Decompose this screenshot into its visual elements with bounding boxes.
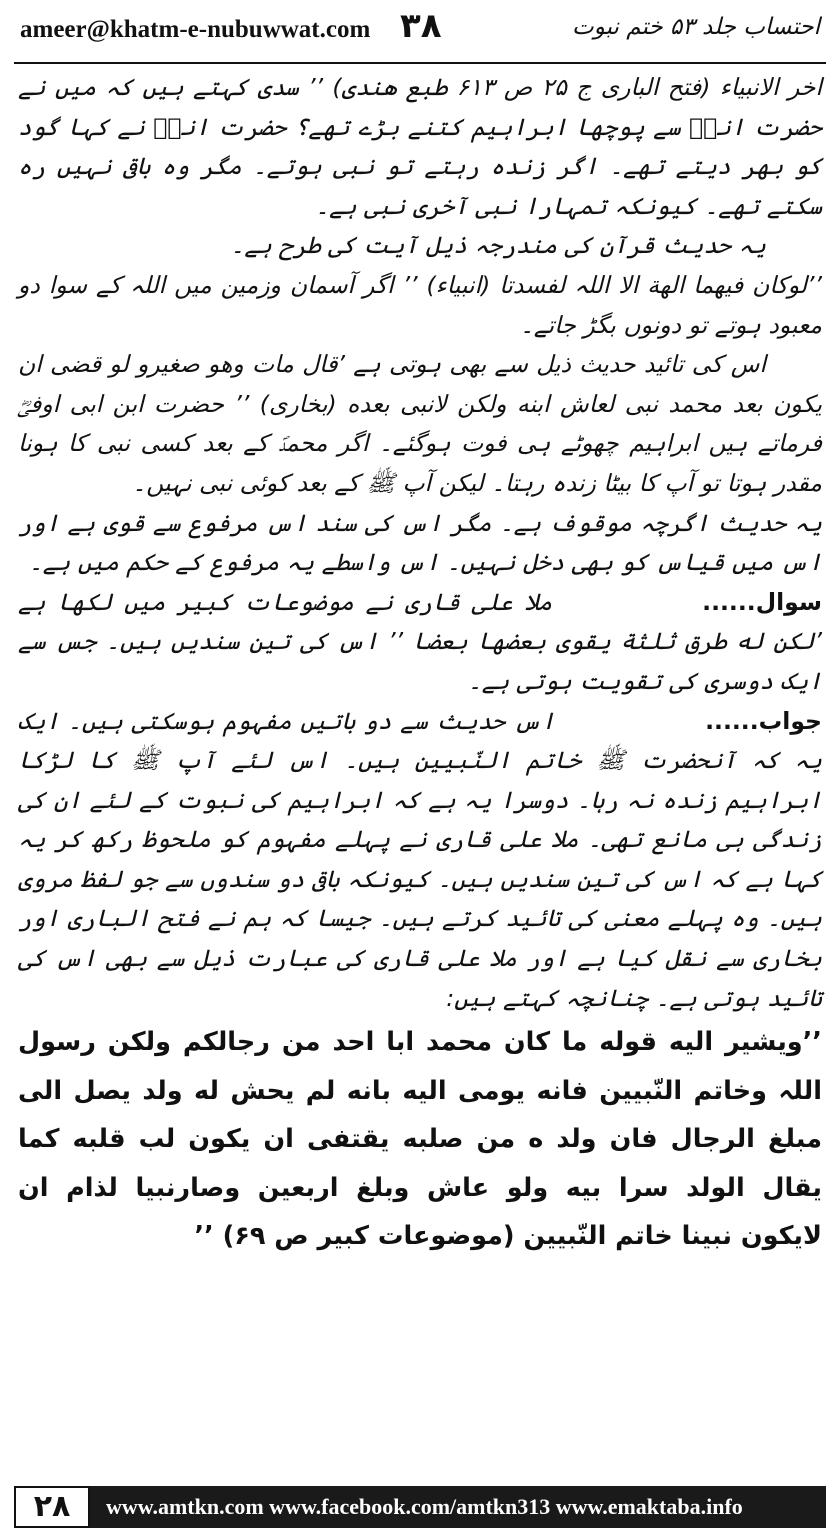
paragraph-5: یہ حدیث اگرچہ موقوف ہے۔ مگر اس کی سند اس مرفوع سے قوی ہے اور اس میں قیاس کو بھی دخل نہیں۔ اس واسطے یہ مرفوع کے حکم میں ہے۔ (18, 508, 822, 577)
page-header (14, 0, 826, 64)
paragraph-1: اخر الانبیاء (فتح الباری ج ۲۵ ص ۶۱۳ طبع ھندی) ’’ سدی کہتے ہیں کہ میں نے حضرت انسؓ سے پوچھا ابراہیم کتنے بڑے تھے؟ حضرت انسؓ نے کہا گود کو بھر دیتے تھے۔ اگر زندہ رہتے تو نبی ہوتے۔ مگر وہ باقی نہیں رہ سکتے تھے۔ کیونکہ تمہارا نبی آخری نبی ہے۔ (18, 73, 822, 220)
running-title: احتساب جلد ۵۳ ختم نبوت (572, 14, 820, 40)
footer-websites[interactable]: www.amtkn.com www.facebook.com/amtkn313 www.emaktaba.info (106, 1494, 743, 1519)
question-block (18, 583, 822, 702)
paragraph-3: ’’لوکان فیھما الھة الا اللہ لفسدتا (انبیاء) ’’ اگر آسمان وزمین میں اللہ کے سوا دو معبود ہوتے تو دونوں بگڑ جاتے۔ (18, 270, 822, 339)
header-page-number: ۳۸ (400, 6, 442, 46)
question-text: ملا علی قاری نے موضوعات کبیر میں لکھا ہے ’لکن له طرق ثلثة یقوی بعضھا بعضا ’’ اس کی تین سندیں ہیں۔ جس سے ایک دوسری کی تقویت ہوتی ہے۔ (18, 587, 822, 695)
paragraph-4: اس کی تائید حدیث ذیل سے بھی ہوتی ہے ’قال مات وھو صغیرو لو قضی ان یکون بعد محمد نبی لعاش ابنه ولکن لانبی بعده (بخاری) ’’ حضرت ابن ابی اوفیؓ فرماتے ہیں ابراہیم چھوٹے ہی فوت ہوگئے۔ اگر محمدؐ کے بعد کسی نبی کا ہونا مقدر ہوتا تو آپ کا بیٹا زندہ رہتا۔ لیکن آپ ﷺ کے بعد کوئی نبی نہیں۔ (18, 350, 822, 497)
page-footer (14, 1486, 826, 1528)
answer-text: اس حدیث سے دو باتیں مفہوم ہوسکتی ہیں۔ ایک یہ کہ آنحضرت ﷺ خاتم النّبیین ہیں۔ اس لئے آپ ﷺ کا لڑکا ابراہیم زندہ نہ رہا۔ دوسرا یہ ہے کہ ابراہیم کی نبوت کے لئے ان کی زندگی ہی مانع تھی۔ ملا علی قاری نے پہلے مفہوم کو ملحوظ رکھ کر یہ کہا ہے کہ اس کی تین سندیں ہیں۔ کیونکہ باقی دو سندوں سے جو لفظ مروی ہیں۔ وہ پہلے معنی کی تائید کرتے ہیں۔ جیسا کہ ہم نے فتح الباری اور بخاری سے نقل کیا ہے اور ملا علی قاری کی عبارت ذیل سے بھی اس کی تائید ہوتی ہے۔ چنانچہ کہتے ہیں: (18, 706, 822, 1012)
arabic-quote: ’’ویشیر الیه قوله ما کان محمد ابا احد من رجالکم ولکن رسول اللہ وخاتم النّبیین فانه یومی الیه بانه لم یحش له ولد یصل الی مبلغ الرجال فان ولد ه من صلبه یقتفی ان یکون لب قلبه کما یقال الولد سرا بیه ولو عاش وبلغ اربعین وصارنبیا لذام ان لایکون نبینا خاتم النّبیین (موضوعات کبیر ص ۶۹) ’’ (18, 1027, 822, 1252)
paragraph-2: یہ حدیث قرآن کی مندرجہ ذیل آیت کی طرح ہے۔ (230, 231, 766, 260)
question-label: سوال...... (702, 587, 822, 616)
answer-block (18, 702, 822, 1019)
page-body (18, 68, 822, 1463)
header-email[interactable]: ameer@khatm-e-nubuwwat.com (20, 16, 371, 43)
answer-label: جواب...... (705, 706, 822, 735)
footer-page-number: ۲۸ (14, 1486, 90, 1528)
